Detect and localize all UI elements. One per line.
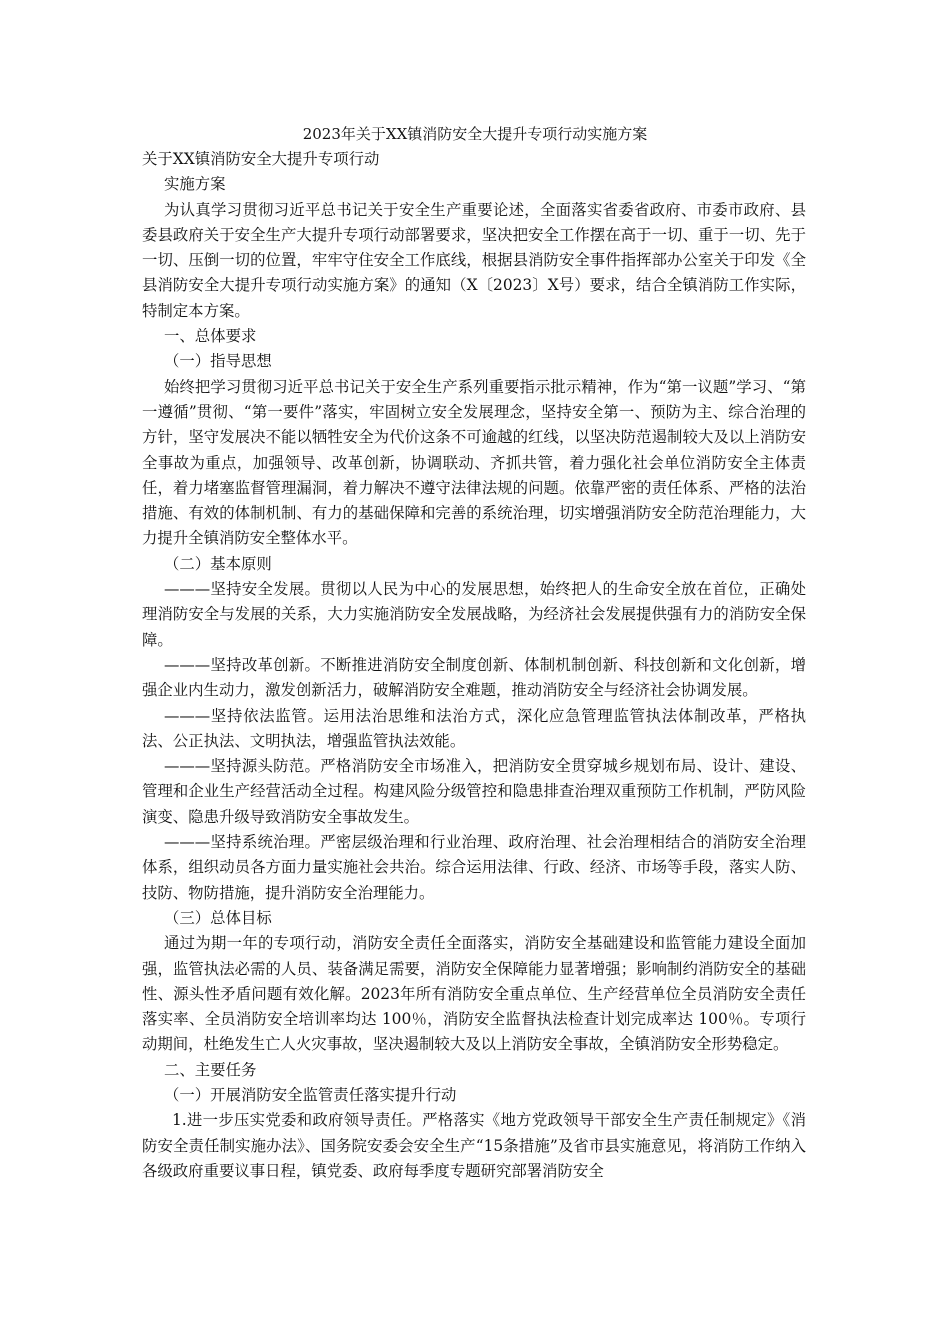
subsection-heading-guiding-ideology: （一）指导思想	[164, 352, 272, 371]
paragraph-guiding-ideology: 始终把学习贯彻习近平总书记关于安全生产系列重要指示批示精神，作为“第一议题”学习、“第一遵循”贯彻、“第一要件”落实，牢固树立安全发展理念，坚持安全第一、预防为主、综合治理的方针，坚守发展决不能以牺牲安全为代价这条不可逾越的红线，以坚决防范遏制较大及以上消防安全事故为重点，加强领导、改革创新，协调联动、齐抓共管，着力强化社会单位消防安全主体责任，着力堵塞监督管理漏洞，着力解决不遵守法律法规的问题。依靠严密的责任体系、严格的法治措施、有效的体制机制、有力的基础保障和完善的系统治理，切实增强消防安全防范治理能力，大力提升全镇消防安全整体水平。	[142, 377, 806, 548]
subsection-heading-supervision-action: （一）开展消防安全监管责任落实提升行动	[164, 1085, 457, 1104]
principle-lawful-supervision: ———坚持依法监管。运用法治思维和法治方式，深化应急管理监管执法体制改革，严格执法、公正执法、文明执法，增强监管执法效能。	[142, 706, 806, 750]
subtitle-line-1: 关于XX镇消防安全大提升专项行动	[142, 150, 380, 168]
subsection-heading-basic-principles: （二）基本原则	[164, 554, 272, 573]
document-title: 2023年关于XX镇消防安全大提升专项行动实施方案	[302, 125, 648, 143]
document-body	[142, 147, 806, 1184]
principle-reform-innovation: ———坚持改革创新。不断推进消防安全制度创新、体制机制创新、科技创新和文化创新，增强企业内生动力，激发创新活力，破解消防安全难题，推动消防安全与经济社会协调发展。	[142, 655, 806, 700]
paragraph-overall-goal: 通过为期一年的专项行动，消防安全责任全面落实，消防安全基础建设和监管能力建设全面加强，监管执法必需的人员、装备满足需要，消防安全保障能力显著增强；影响制约消防安全的基础性、源头性矛盾问题有效化解。2023年所有消防安全重点单位、生产经营单位全员消防安全责任落实率、全员消防安全培训率均达 100％，消防安全监督执法检查计划完成率达 100％。专项行动期间，杜绝发生亡人火灾事故，坚决遏制较大及以上消防安全事故，全镇消防安全形势稳定。	[142, 934, 806, 1054]
section-heading-main-tasks: 二、主要任务	[164, 1060, 257, 1079]
principle-safe-development: ———坚持安全发展。贯彻以人民为中心的发展思想，始终把人的生命安全放在首位，正确处理消防安全与发展的关系，大力实施消防安全发展战略，为经济社会发展提供强有力的消防安全保障。	[142, 580, 806, 649]
section-heading-general-requirements: 一、总体要求	[164, 327, 257, 346]
principle-systematic-governance: ———坚持系统治理。严密层级治理和行业治理、政府治理、社会治理相结合的消防安全治理体系，组织动员各方面力量实施社会共治。综合运用法律、行政、经济、市场等手段，落实人防、技防、物防措施，提升消防安全治理能力。	[142, 833, 806, 902]
principle-source-prevention: ———坚持源头防范。严格消防安全市场准入，把消防安全贯穿城乡规划布局、设计、建设、管理和企业生产经营活动全过程。构建风险分级管控和隐患排查治理双重预防工作机制，严防风险演变、隐患升级导致消防安全事故发生。	[142, 757, 806, 826]
paragraph-preamble: 为认真学习贯彻习近平总书记关于安全生产重要论述，全面落实省委省政府、市委市政府、县委县政府关于安全生产大提升专项行动部署要求，坚决把安全工作摆在高于一切、重于一切、先于一切、压倒一切的位置，牢牢守住安全工作底线，根据县消防安全事件指挥部办公室关于印发《全县消防安全大提升专项行动实施方案》的通知（X〔2023〕X号）要求，结合全镇消防工作实际，特制定本方案。	[142, 200, 806, 320]
subsection-heading-overall-goal: （三）总体目标	[164, 908, 272, 927]
paragraph-task-1: 1.进一步压实党委和政府领导责任。严格落实《地方党政领导干部安全生产责任制规定》《消防安全责任制实施办法》、国务院安委会安全生产“15条措施”及省市县实施意见，将消防工作纳入各级政府重要议事日程，镇党委、政府每季度专题研究部署消防安全	[142, 1111, 806, 1180]
subtitle-line-2: 实施方案	[164, 175, 226, 194]
